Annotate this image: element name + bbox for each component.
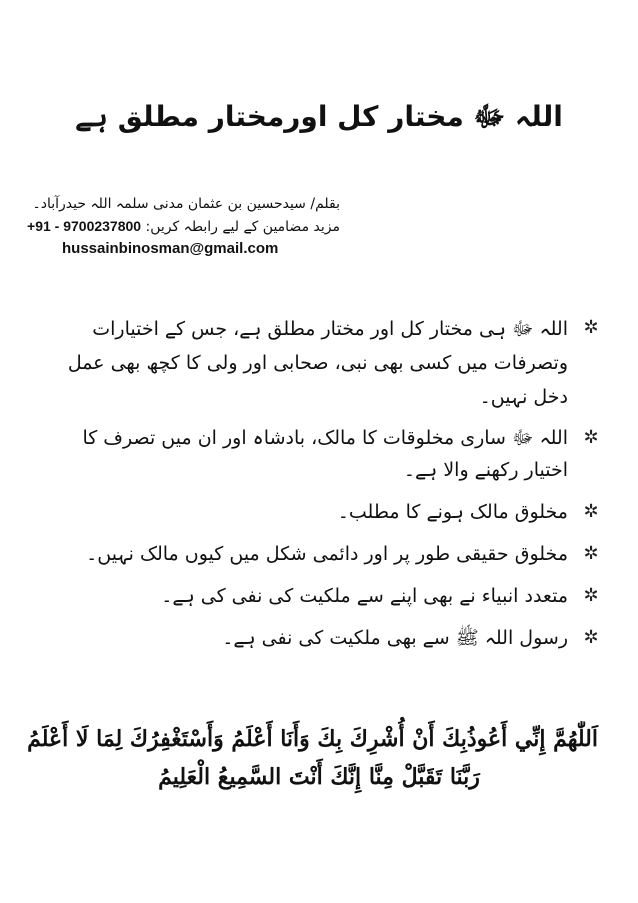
contact-line bbox=[27, 218, 340, 235]
star-bullet-icon: ✲ bbox=[583, 317, 599, 338]
list-item bbox=[42, 496, 602, 528]
dua-line-1: اَللّٰھُمَّ إِنِّي أَعُوذُبِكَ أَنْ أُشْرِكَ بِكَ وَأَنَا أَعْلَمُ وَأَسْتَغْفِرُكَ لِمَا لَا أَعْلَمُ bbox=[27, 726, 598, 752]
star-bullet-icon: ✲ bbox=[583, 543, 599, 564]
contact-phone: +91 - 9700237800 bbox=[27, 218, 142, 234]
points-list bbox=[42, 312, 602, 664]
author-block bbox=[27, 196, 340, 239]
star-bullet-icon: ✲ bbox=[583, 585, 599, 606]
star-bullet-icon: ✲ bbox=[583, 427, 599, 448]
contact-label: مزید مضامین کے لیے رابطہ کریں: bbox=[145, 219, 340, 235]
list-item bbox=[42, 538, 602, 570]
author-byline: بقلم/ سیدحسین بن عثمان مدنی سلمہ اللہ حیدرآباد۔ bbox=[32, 196, 340, 212]
list-item-text: متعدد انبیاء نے بھی اپنے سے ملکیت کی نفی کی ہے۔ bbox=[161, 585, 568, 607]
dua-line-2: رَبَّنَا تَقَبَّلْ مِنَّا إِنَّكَ أَنْتَ السَّمِيعُ الْعَلِيمُ bbox=[158, 764, 480, 790]
list-item-text: رسول اللہ ﷺ سے بھی ملکیت کی نفی ہے۔ bbox=[222, 627, 568, 649]
contact-email[interactable]: hussainbinosman@gmail.com bbox=[62, 240, 279, 257]
list-item-text: اللہ ﷻ ساری مخلوقات کا مالک، بادشاہ اور ان میں تصرف کا اختیار رکھنے والا ہے۔ bbox=[82, 427, 568, 481]
list-item-text: مخلوق حقیقی طور پر اور دائمی شکل میں کیوں مالک نہیں۔ bbox=[86, 543, 568, 565]
list-item-text: اللہ ﷻ ہی مختار کل اور مختار مطلق ہے، جس کے اختیارات وتصرفات میں کسی بھی نبی، صحابی اور ولی کا کچھ بھی عمل دخل نہیں۔ bbox=[67, 318, 568, 408]
star-bullet-icon: ✲ bbox=[583, 501, 599, 522]
closing-dua bbox=[27, 720, 598, 796]
page-title: اللہ ﷻ مختار کل اورمختار مطلق ہے bbox=[75, 100, 563, 133]
list-item bbox=[42, 622, 602, 654]
list-item-text: مخلوق مالک ہونے کا مطلب۔ bbox=[337, 501, 568, 523]
star-bullet-icon: ✲ bbox=[583, 627, 599, 648]
list-item bbox=[42, 312, 602, 414]
list-item bbox=[42, 422, 602, 486]
list-item bbox=[42, 580, 602, 612]
